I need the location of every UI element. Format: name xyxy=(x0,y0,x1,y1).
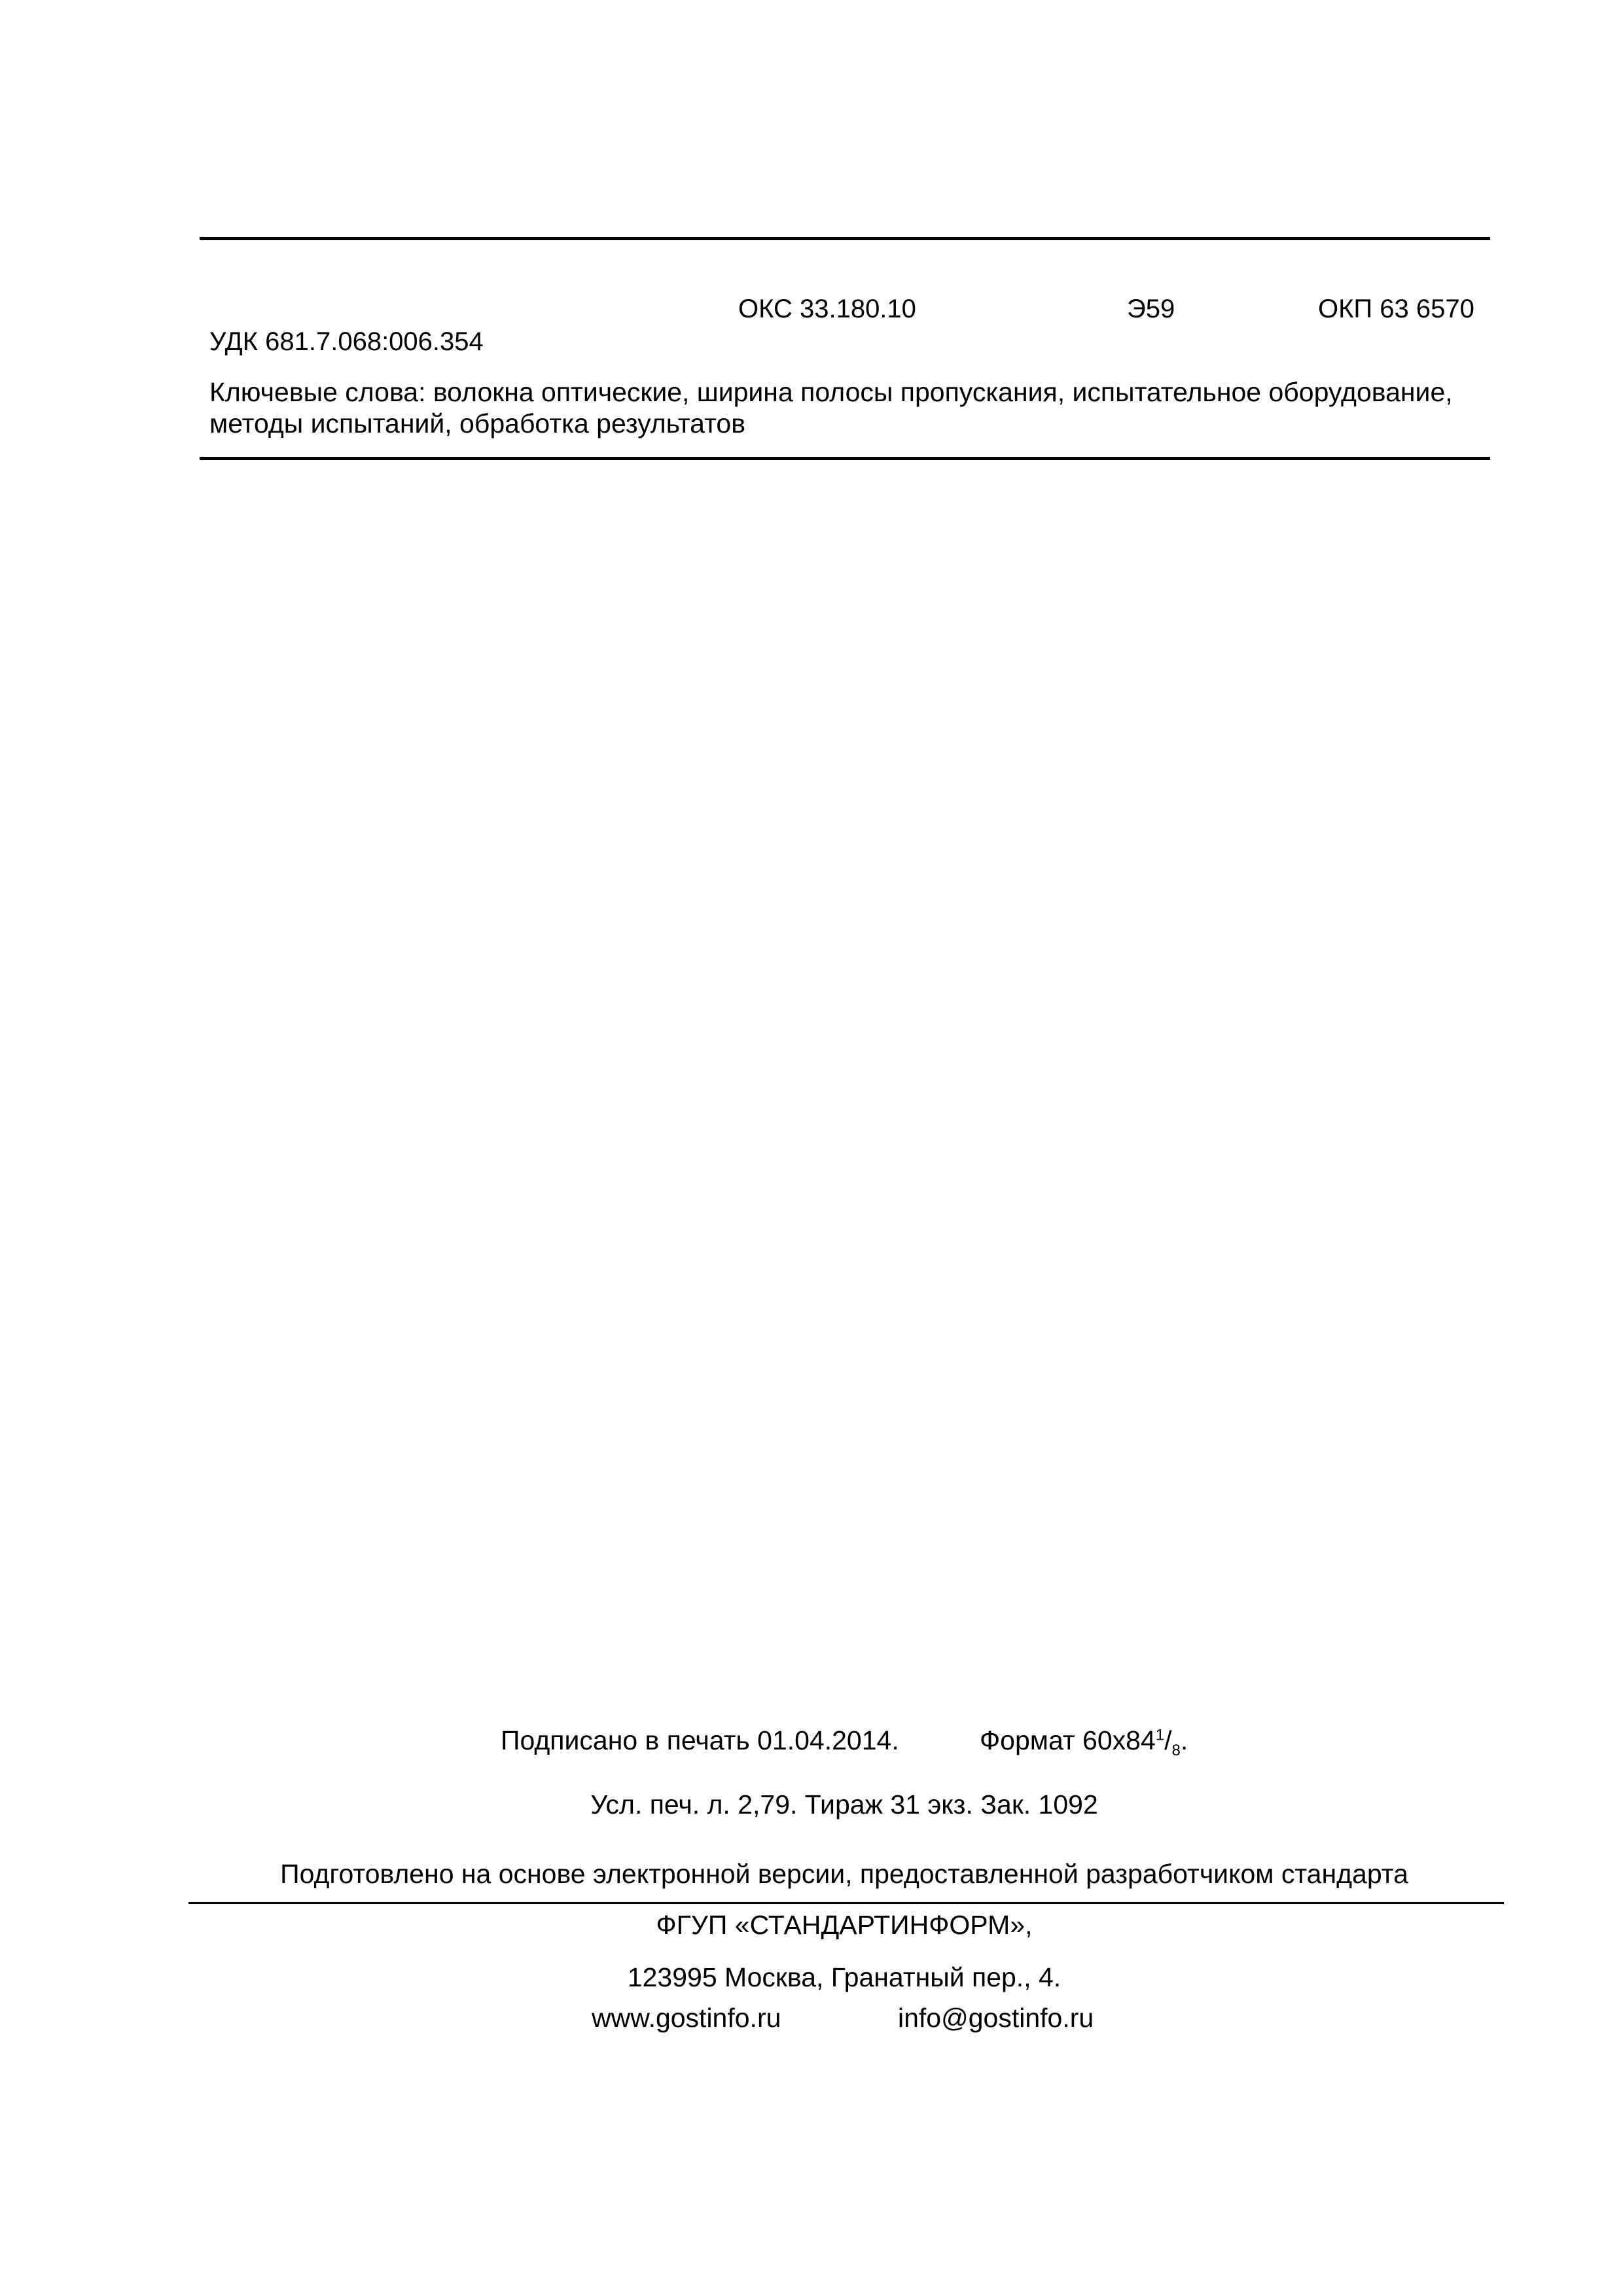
paper-format-end: . xyxy=(1180,1725,1188,1755)
paper-format: Формат $60x84^1/_8$. xyxy=(980,1725,1188,1760)
paper-format-label: Формат 60x84 xyxy=(980,1725,1156,1755)
print-info: Усл. печ. л. 2,79. Тираж 31 экз. Зак. 1092 xyxy=(590,1789,1098,1820)
publisher-address: 123995 Москва, Гранатный пер., 4. xyxy=(627,1962,1061,1992)
publisher-name: ФГУП «СТАНДАРТИНФОРМ», xyxy=(656,1910,1033,1940)
group-code: Э59 xyxy=(1127,295,1175,323)
website-link[interactable]: www.gostinfo.ru xyxy=(592,2003,781,2033)
oks-code: ОКС 33.180.10 xyxy=(738,295,916,323)
publisher-rule xyxy=(188,1902,1504,1904)
signed-to-print: Подписано в печать 01.04.2014. xyxy=(501,1725,899,1755)
paper-format-denominator: 8 xyxy=(1171,1742,1181,1760)
udk-code: УДК 681.7.068:006.354 xyxy=(209,327,484,356)
keywords-line-1: Ключевые слова: волокна оптические, ширина полосы пропускания, испытательное оборудование, xyxy=(209,377,1453,407)
paper-format-numerator: 1 xyxy=(1155,1726,1165,1744)
email-link[interactable]: info@gostinfo.ru xyxy=(898,2003,1094,2033)
top-rule xyxy=(200,237,1490,240)
keywords-bottom-rule xyxy=(200,457,1490,460)
prepared-note: Подготовлено на основе электронной версии, предоставленной разработчиком стандарта xyxy=(280,1859,1408,1889)
keywords-line-2: методы испытаний, обработка результатов xyxy=(209,408,745,439)
okp-code: ОКП 63 6570 xyxy=(1318,295,1474,323)
